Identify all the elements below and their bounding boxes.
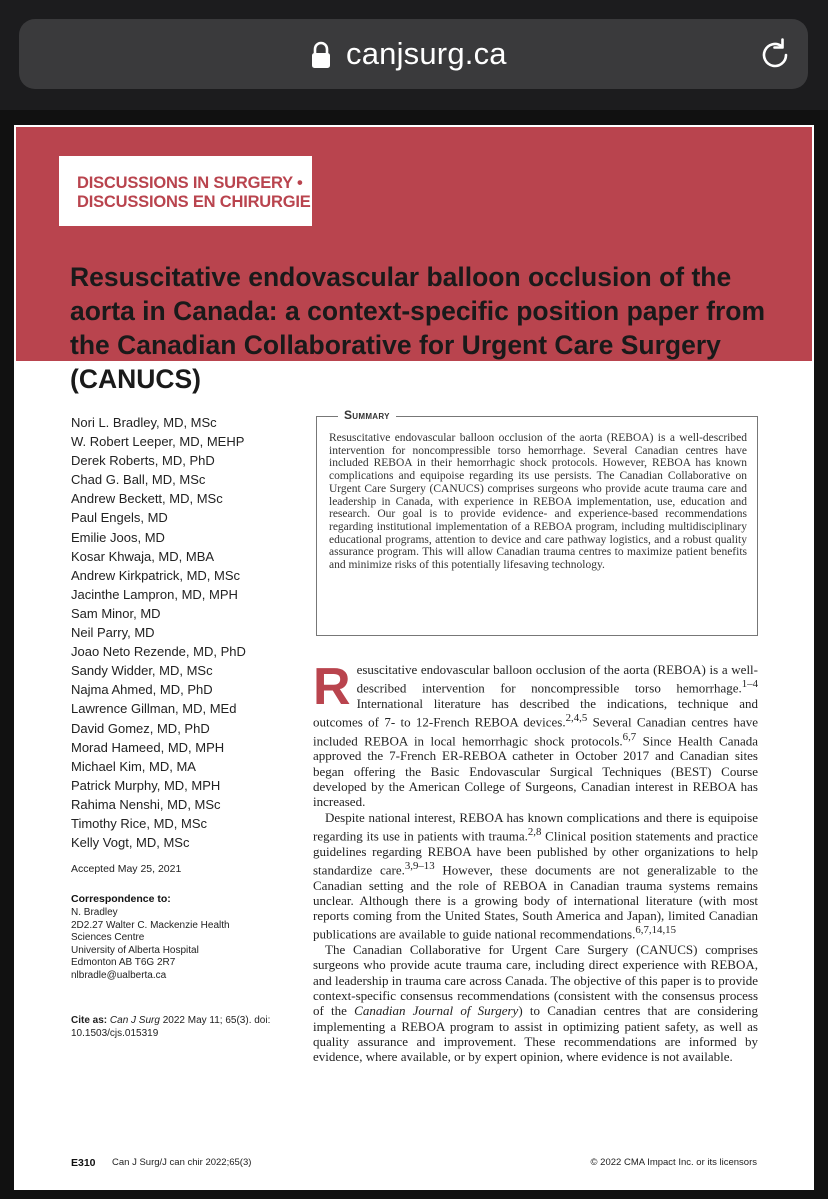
citation-ref[interactable]: 2,8 xyxy=(527,825,542,838)
author-item: Timothy Rice, MD, MSc xyxy=(71,815,208,831)
author-item: Jacinthe Lampron, MD, MPH xyxy=(71,586,238,602)
citation-ref[interactable]: 6,7 xyxy=(622,730,637,743)
paper-page xyxy=(14,125,814,1190)
author-item: Andrew Beckett, MD, MSc xyxy=(71,491,223,507)
citation-ref[interactable]: 6,7,14,15 xyxy=(635,924,676,937)
author-item: Kosar Khwaja, MD, MBA xyxy=(71,548,215,564)
browser-toolbar xyxy=(0,0,828,110)
section-label-english: DISCUSSIONS IN SURGERY • xyxy=(77,174,303,192)
body-paragraph-3: The Canadian Collaborative for Urgent Care Surgery (CANUCS) comprises surgeons who provide acute trauma care, including direct experience with REBOA, and leadership in trauma care across Canada. The objective of this paper is to provide context-specific consensus recommendations (consistent with the consensus process of the Canadian Journal of Surgery) to Canadian centres that are considering implementing a REBOA program to assist in optimizing patient safety, as well as quality assurance and improvement. These recommendations are informed by evidence, where available, or by expert opinion, where evidence is not available. xyxy=(313,942,758,1065)
citation-ref[interactable]: 3,9–13 xyxy=(404,859,435,872)
correspondence-line: 2D2.27 Walter C. Mackenzie Health xyxy=(71,919,230,931)
url-text[interactable]: canjsurg.ca xyxy=(346,36,507,71)
summary-heading: Summary xyxy=(338,408,396,422)
citation xyxy=(71,1014,281,1040)
author-item: Sam Minor, MD xyxy=(71,605,161,621)
body-paragraph-1: Resuscitative endovascular balloon occlusion of the aorta (REBOA) is a well-described intervention for noncompressible torso hemorrhage.$^{1-4}$ International literature has described the indications, technique and outcomes of 7- to 12-French REBOA devices.$^{2,4,5}$ Several Canadian centres have included REBOA in local hemorrhagic shock protocols.$^{6,7}$ Since Health Canada approved the 7-French ER-REBOA catheter in October 2017 and Canadian sites began offering the Basic Endovascular Surgical Techniques (BEST) Course developed by the American College of Surgeons, Canadian interest in REBOA has increased. xyxy=(313,658,758,810)
lock-icon xyxy=(311,41,331,69)
author-item: Emilie Joos, MD xyxy=(71,529,165,545)
section-label-box xyxy=(59,156,312,226)
author-item: Rahima Nenshi, MD, MSc xyxy=(71,796,221,812)
citation-label: Cite as: xyxy=(71,1015,108,1026)
citation-journal: Can J Surg xyxy=(109,1015,160,1026)
author-list xyxy=(71,413,291,852)
correspondence-line: N. Bradley xyxy=(71,907,118,918)
citation-details: 2022 May 11; 65(3). doi: 10.1503/cjs.015319 xyxy=(71,1015,271,1039)
author-item: Sandy Widder, MD, MSc xyxy=(71,663,213,679)
section-label-french: DISCUSSIONS EN CHIRURGIE xyxy=(77,193,311,211)
page-number: E310 xyxy=(71,1157,96,1169)
author-item: Patrick Murphy, MD, MPH xyxy=(71,777,221,793)
author-item: Najma Ahmed, MD, PhD xyxy=(71,682,213,698)
correspondence-line: Sciences Centre xyxy=(71,932,145,944)
reload-icon[interactable] xyxy=(757,37,793,73)
article-body xyxy=(313,658,758,1065)
article-title: Resuscitative endovascular balloon occlusion of the aorta in Canada: a context-specific position paper from the Canadian Collaborative for Urgent Care Surgery (CANUCS) xyxy=(70,262,766,394)
author-item: Chad G. Ball, MD, MSc xyxy=(71,472,206,488)
accepted-date: Accepted May 25, 2021 xyxy=(71,863,182,875)
drop-cap: R xyxy=(313,658,351,716)
correspondence-line: University of Alberta Hospital xyxy=(71,944,199,956)
footer-journal: Can J Surg/J can chir 2022;65(3) xyxy=(112,1157,252,1168)
author-item: Michael Kim, MD, MA xyxy=(71,758,196,774)
correspondence-email[interactable]: nlbradle@ualberta.ca xyxy=(71,969,167,981)
footer-copyright: © 2022 CMA Impact Inc. or its licensors xyxy=(590,1157,757,1168)
summary-text: Resuscitative endovascular balloon occlusion of the aorta (REBOA) is a well-described intervention for noncompressible torso hemorrhage. Several Canadian centres have included REBOA in their hemorrhagic shock protocols. However, REBOA has known complications and equipoise regarding its use persists. The Canadian Collaborative on Urgent Care Surgery (CANUCS) comprises surgeons who provide acute trauma care and leadership in Canada, with experience in REBOA implementation, use, education and research. Our goal is to provide evidence- and experience-based recommendations regarding institutional implementation of a REBOA program, including multidisciplinary educational programs, attention to device and care pathway logistics, and a robust quality assurance program. This will allow Canadian trauma centres to maximize patient benefits and minimize risks of this potentially lifesaving technology. xyxy=(329,432,747,572)
author-item: Paul Engels, MD xyxy=(71,510,168,526)
summary-box xyxy=(316,408,758,636)
author-item: David Gomez, MD, PhD xyxy=(71,720,210,736)
correspondence-line: Edmonton AB T6G 2R7 xyxy=(71,957,176,969)
author-item: Lawrence Gillman, MD, MEd xyxy=(71,701,237,717)
author-item: Joao Neto Rezende, MD, PhD xyxy=(71,644,246,660)
correspondence-address xyxy=(71,907,301,983)
author-item: Nori L. Bradley, MD, MSc xyxy=(71,415,217,430)
author-item: W. Robert Leeper, MD, MEHP xyxy=(71,434,245,450)
author-item: Andrew Kirkpatrick, MD, MSc xyxy=(71,567,241,583)
author-item: Neil Parry, MD xyxy=(71,625,155,641)
journal-name: Canadian Journal of Surgery xyxy=(354,1003,519,1019)
correspondence-heading: Correspondence to: xyxy=(71,893,171,905)
body-paragraph-2: Despite national interest, REBOA has known complications and there is equipoise regarding its use in patients with trauma.$^{2,8}$ Clinical position statements and practice guidelines regarding REBOA have been published by other organizations to help standardize care.$^{3,9-13}$ However, these documents are not generalizable to the Canadian setting and the role of REBOA in Canadian trauma systems remains unclear. Although there is a growing body of international literature (with most reports coming from the United States, South America and Japan), limited Canadian publications are available to guide national recommendations.$^{6,7,14,15}$ xyxy=(313,809,758,942)
citation-ref[interactable]: 2,4,5 xyxy=(565,712,588,725)
author-item: Morad Hameed, MD, MPH xyxy=(71,739,225,755)
author-item: Derek Roberts, MD, PhD xyxy=(71,453,215,469)
author-item: Kelly Vogt, MD, MSc xyxy=(71,835,190,851)
citation-ref[interactable]: 1–4 xyxy=(741,678,758,691)
